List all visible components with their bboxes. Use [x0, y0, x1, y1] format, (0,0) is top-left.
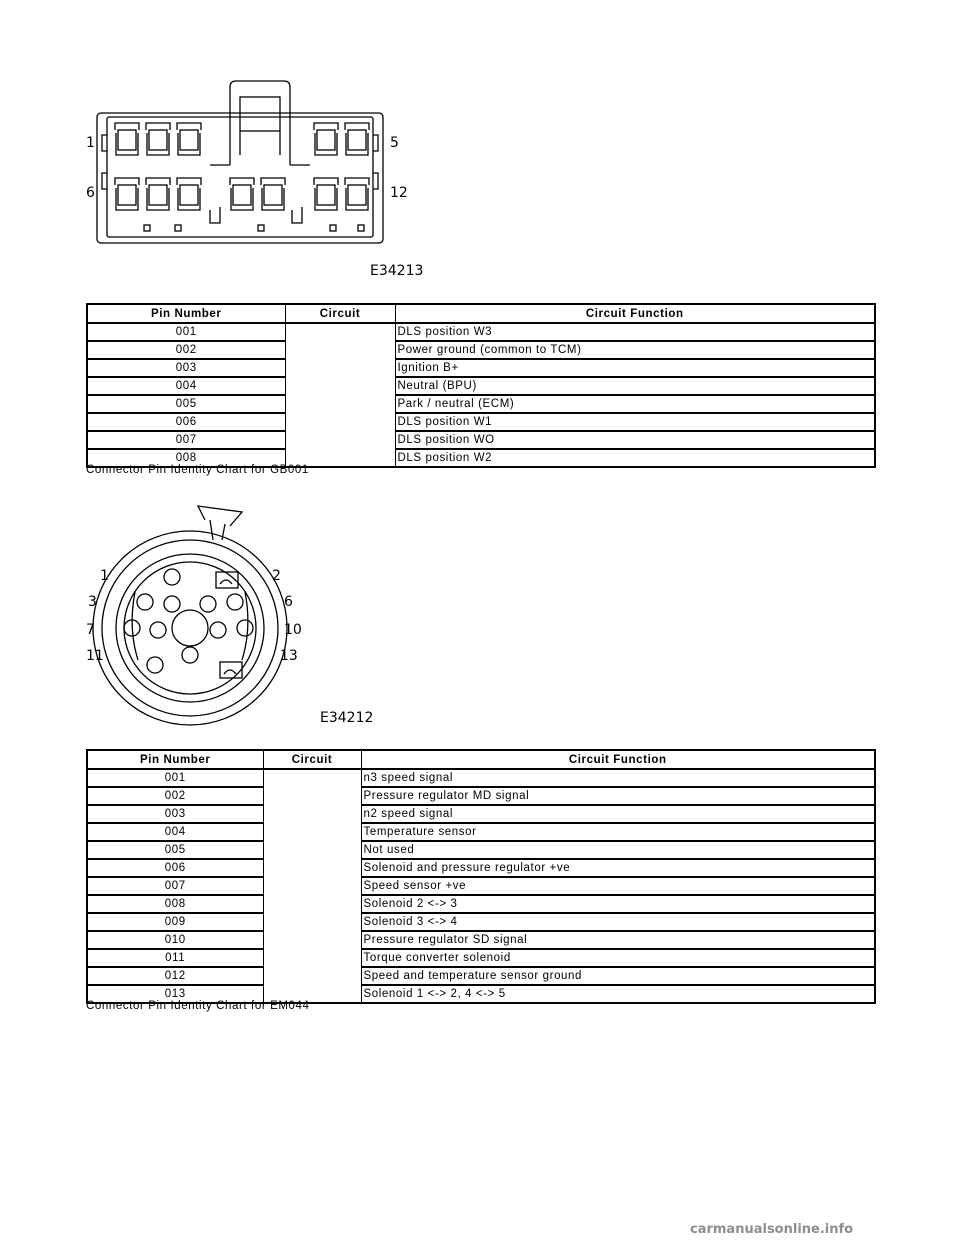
table-row [87, 377, 875, 395]
pin-label-1: 1 [86, 135, 95, 151]
pin-label-3: 3 [88, 594, 97, 610]
table-row [87, 913, 875, 931]
header-circuit: Circuit [285, 304, 395, 323]
circuit-function: Solenoid and pressure regulator +ve [361, 859, 875, 877]
pin-number: 002 [87, 341, 285, 359]
pin-label-7: 7 [86, 622, 95, 638]
table-row [87, 949, 875, 967]
circuit-function: Solenoid 2 <-> 3 [361, 895, 875, 913]
pin-label-6: 6 [86, 185, 95, 201]
table-row [87, 413, 875, 431]
table-row [87, 877, 875, 895]
table-row [87, 323, 875, 341]
table-caption-em044: Connector Pin Identity Chart for EM044 [86, 1000, 310, 1012]
pin-number: 006 [87, 413, 285, 431]
pin-number: 011 [87, 949, 263, 967]
table-row [87, 967, 875, 985]
pin-number: 013 [87, 985, 263, 1003]
pin-label-1: 1 [100, 568, 109, 584]
circuit-cell [263, 769, 361, 1003]
header-circuit-function: Circuit Function [361, 750, 875, 769]
footer-watermark: carmanualsonline.info [690, 1222, 854, 1237]
pin-number: 010 [87, 931, 263, 949]
pin-number: 003 [87, 805, 263, 823]
header-circuit-function: Circuit Function [395, 304, 875, 323]
table-row [87, 395, 875, 413]
table-row [87, 859, 875, 877]
pin-label-5: 5 [390, 135, 399, 151]
circuit-function: Pressure regulator SD signal [361, 931, 875, 949]
circuit-function: n2 speed signal [361, 805, 875, 823]
header-pin-number: Pin Number [87, 750, 263, 769]
circuit-function: DLS position WO [395, 431, 875, 449]
circuit-function: DLS position W3 [395, 323, 875, 341]
table-row [87, 841, 875, 859]
circuit-function: Torque converter solenoid [361, 949, 875, 967]
pin-number: 004 [87, 823, 263, 841]
connector-diagram-em044 [80, 500, 380, 730]
pin-number: 007 [87, 431, 285, 449]
table-caption-gb001: Connector Pin Identity Chart for GB001 [86, 464, 309, 476]
diagram-code: E34213 [370, 263, 424, 279]
pin-number: 012 [87, 967, 263, 985]
pin-number: 007 [87, 877, 263, 895]
pin-number: 004 [87, 377, 285, 395]
table-row [87, 823, 875, 841]
pin-table-em044 [86, 749, 876, 1004]
circuit-cell [285, 323, 395, 467]
pin-label-13: 13 [280, 648, 298, 664]
circuit-function: Not used [361, 841, 875, 859]
connector-diagram-gb001 [80, 75, 430, 280]
table-row [87, 787, 875, 805]
table-header-row [87, 304, 875, 323]
pin-table-gb001 [86, 303, 876, 468]
table-row [87, 431, 875, 449]
circuit-function: Temperature sensor [361, 823, 875, 841]
circuit-function: Park / neutral (ECM) [395, 395, 875, 413]
header-pin-number: Pin Number [87, 304, 285, 323]
table-row [87, 359, 875, 377]
table-row [87, 895, 875, 913]
circuit-function: Solenoid 1 <-> 2, 4 <-> 5 [361, 985, 875, 1003]
pin-number: 009 [87, 913, 263, 931]
pin-number: 005 [87, 841, 263, 859]
circuit-function: Solenoid 3 <-> 4 [361, 913, 875, 931]
pin-label-6: 6 [284, 594, 293, 610]
circuit-function: Neutral (BPU) [395, 377, 875, 395]
pin-label-10: 10 [284, 622, 302, 638]
circuit-function: Pressure regulator MD signal [361, 787, 875, 805]
table-row [87, 931, 875, 949]
pin-number: 008 [87, 895, 263, 913]
pin-number: 003 [87, 359, 285, 377]
circuit-function: Power ground (common to TCM) [395, 341, 875, 359]
pin-number: 001 [87, 323, 285, 341]
table-row [87, 805, 875, 823]
circuit-function: n3 speed signal [361, 769, 875, 787]
circuit-function: Ignition B+ [395, 359, 875, 377]
pin-label-11: 11 [86, 648, 104, 664]
circuit-function: Speed and temperature sensor ground [361, 967, 875, 985]
pin-number: 001 [87, 769, 263, 787]
circuit-function: Speed sensor +ve [361, 877, 875, 895]
pin-number: 002 [87, 787, 263, 805]
circuit-function: DLS position W2 [395, 449, 875, 467]
pin-number: 005 [87, 395, 285, 413]
diagram-code: E34212 [320, 710, 374, 726]
table-header-row [87, 750, 875, 769]
table-row [87, 769, 875, 787]
pin-number: 008 [87, 449, 285, 467]
circuit-function: DLS position W1 [395, 413, 875, 431]
table-row [87, 341, 875, 359]
pin-number: 006 [87, 859, 263, 877]
pin-label-12: 12 [390, 185, 408, 201]
header-circuit: Circuit [263, 750, 361, 769]
pin-label-2: 2 [272, 568, 281, 584]
